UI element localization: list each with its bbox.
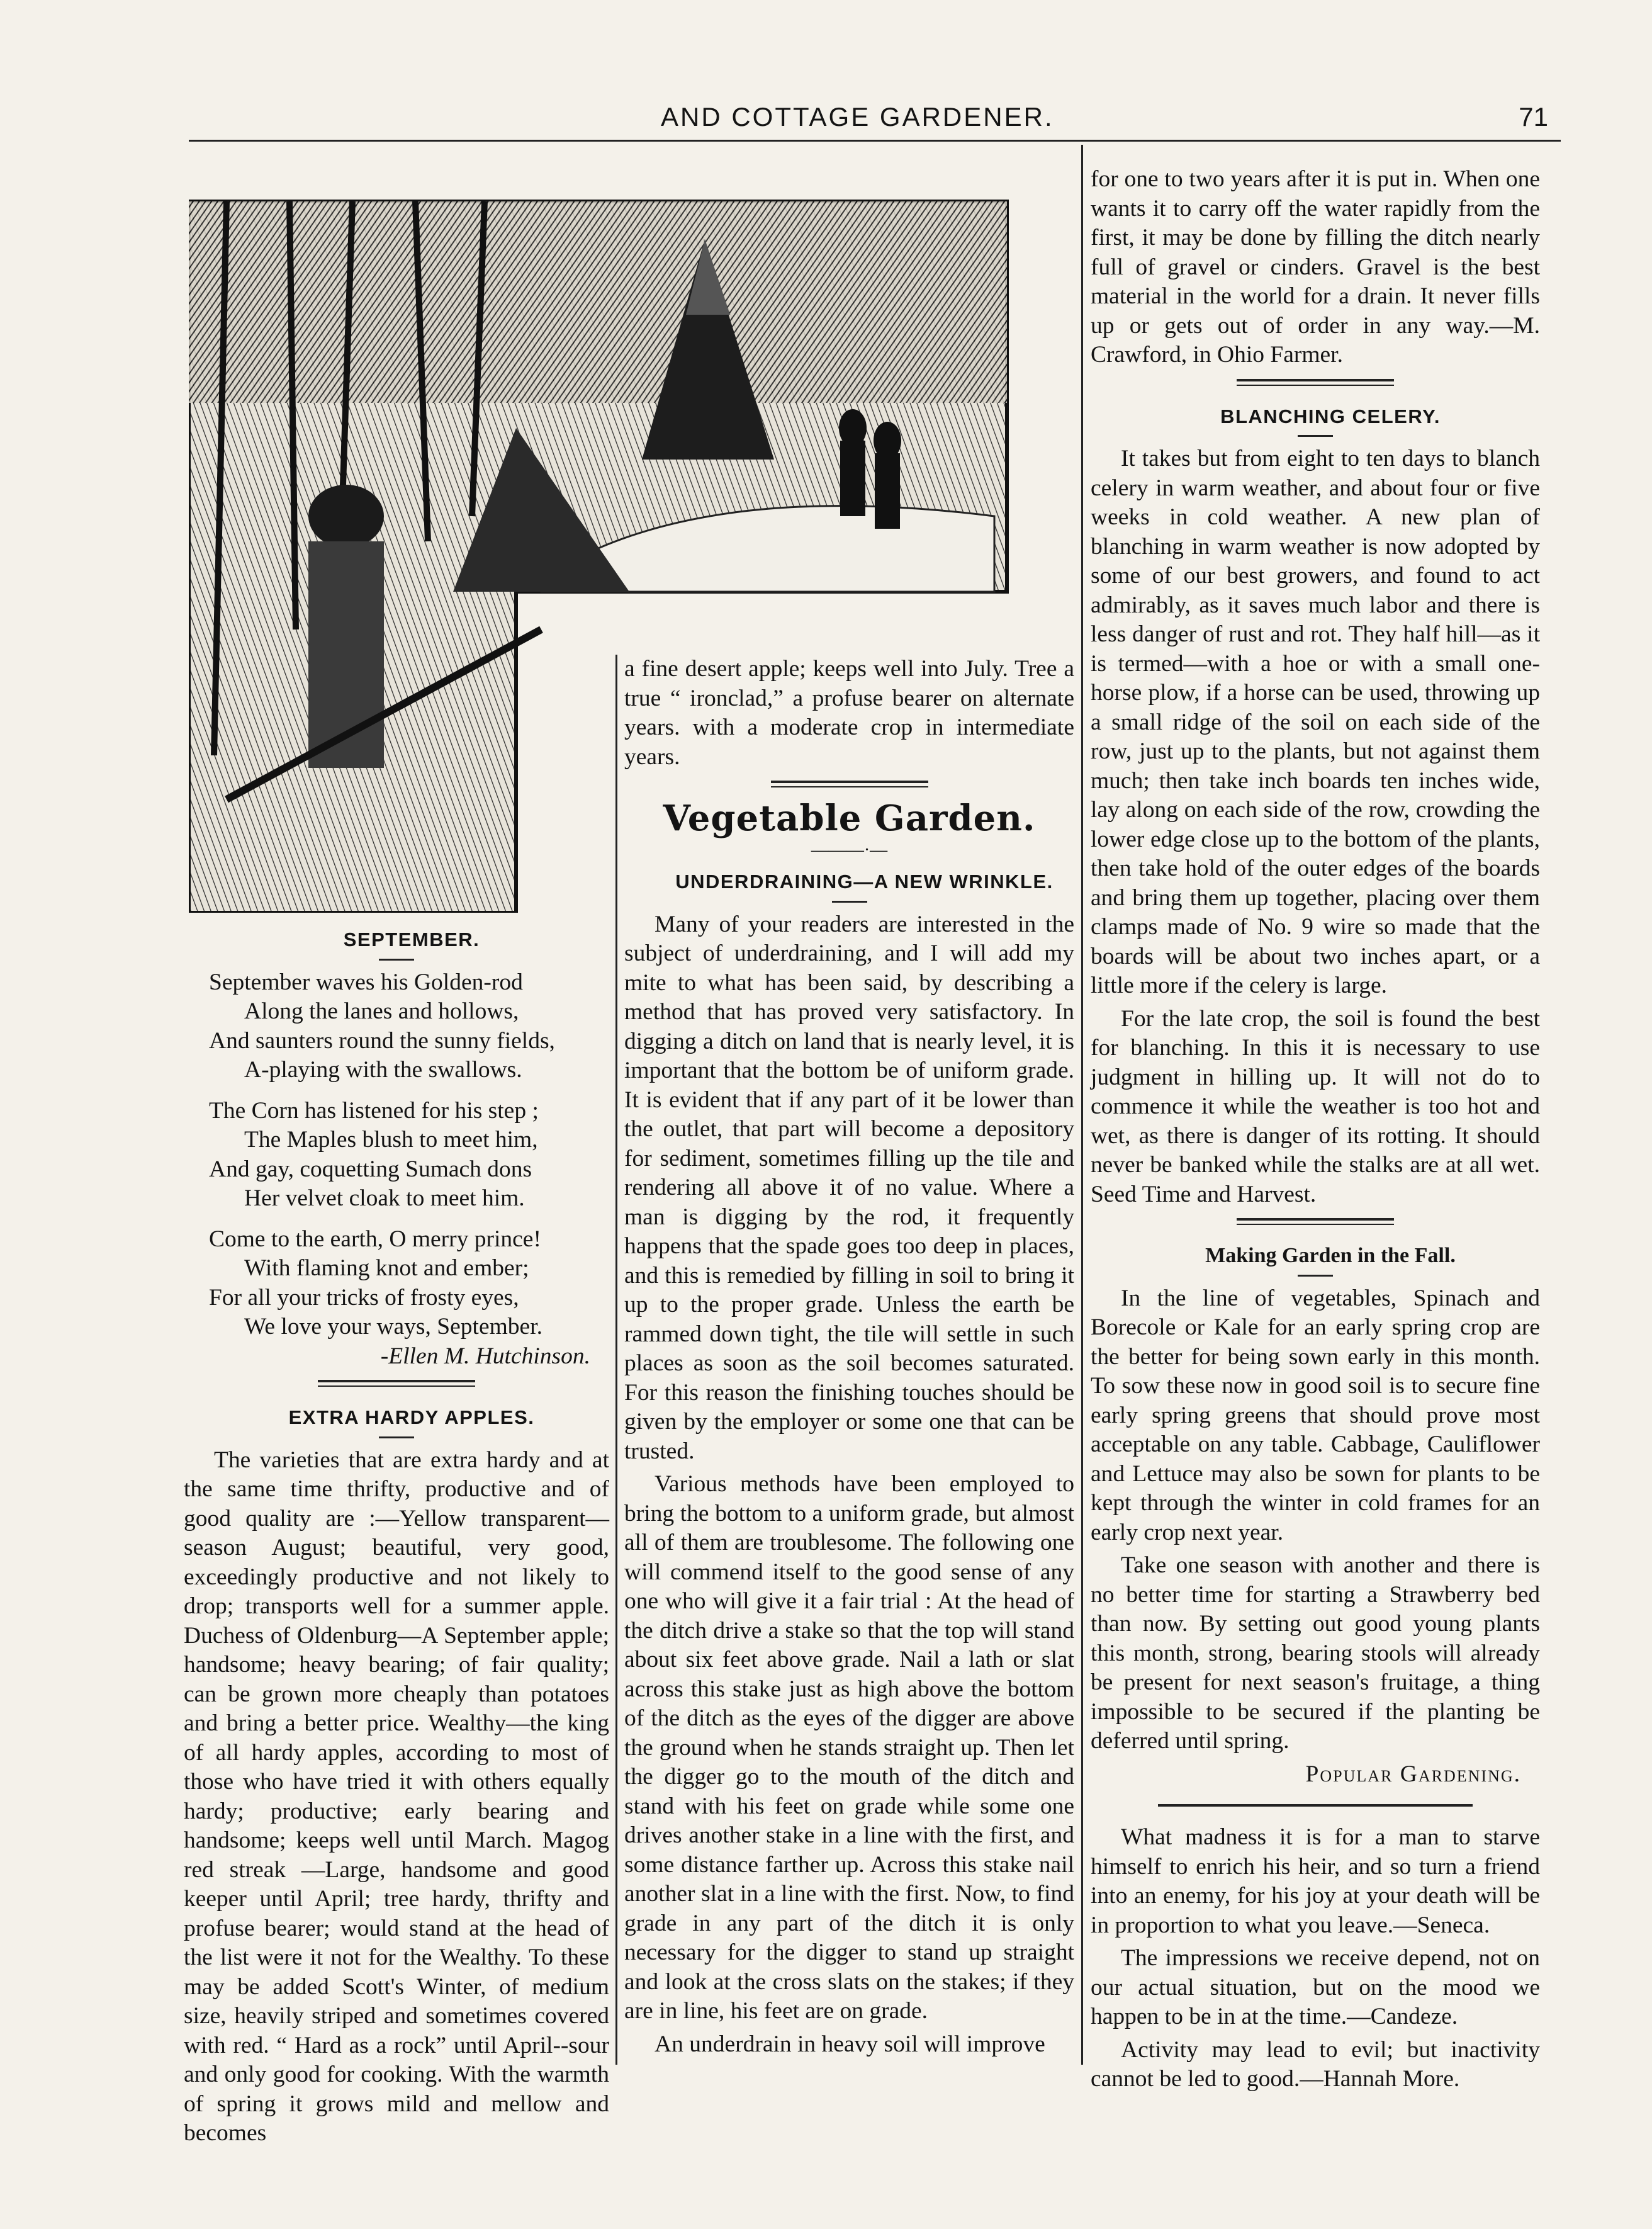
poem-line: September waves his Golden-rod bbox=[209, 969, 523, 995]
celery-paragraph: For the late crop, the soil is found the best for blanching. In this it is necessary to use judgment in hilling up. It will not do to commence it while the weather is too hot and wet, as there is danger of its rotting. It should never be banked while the stalks are at all wet. Seed Time and Harvest. bbox=[1091, 1005, 1540, 1207]
poem-line: A-playing with the swallows. bbox=[244, 1057, 522, 1083]
heading-dash bbox=[1298, 435, 1333, 437]
fall-garden-heading: Making Garden in the Fall. bbox=[1205, 1244, 1456, 1267]
heading-dash bbox=[379, 959, 414, 961]
poem-signature: -Ellen M. Hutchinson. bbox=[380, 1343, 590, 1369]
section-rule bbox=[771, 781, 928, 787]
poem-line: With flaming knot and ember; bbox=[244, 1255, 529, 1281]
fall-garden-paragraph: Take one season with another and there is no better time for starting a Strawberry bed than now. By setting out good young plants this month, strong, bearing stools will already be present for next season's fruitage, a thing impossible to be secured if the planting be deferred until spring. bbox=[1091, 1552, 1540, 1754]
heading-dash bbox=[832, 901, 867, 903]
fall-garden-paragraph: In the line of vegetables, Spinach and Borecole or Kale for an early spring crop are the better for being sown early in this month. To sow these now in good soil is to secure fine early spring greens that should prove most acceptable on any table. Cabbage, Cauliflower and Lettuce may also be sown for plants to be kept through the winter in cold frames for an early crop next year. bbox=[1091, 1285, 1540, 1545]
poem-line: We love your ways, September. bbox=[244, 1314, 542, 1340]
column-divider bbox=[615, 655, 617, 2065]
page-header bbox=[189, 102, 1561, 140]
section-rule bbox=[318, 1380, 475, 1387]
celery-heading: BLANCHING CELERY. bbox=[1220, 405, 1441, 427]
apples-continuation: a fine desert apple; keeps well into July. Tree a true “ ironclad,” a profuse bearer on alternate years. with a moderate crop in intermediate years. bbox=[624, 656, 1074, 770]
quote: Activity may lead to evil; but inactivity cannot be led to good.—Hannah More. bbox=[1091, 2036, 1540, 2092]
poem-line: Her velvet cloak to meet him. bbox=[244, 1185, 525, 1211]
column-1 bbox=[184, 925, 609, 2152]
header-rule bbox=[189, 140, 1561, 142]
september-heading: SEPTEMBER. bbox=[343, 928, 480, 951]
page-number: 71 bbox=[1519, 102, 1548, 132]
fall-garden-attribution: Popular Gardening. bbox=[1305, 1761, 1521, 1787]
poem-line: Come to the earth, O merry prince! bbox=[209, 1226, 541, 1252]
stanza-gap bbox=[209, 1085, 609, 1097]
section-rule bbox=[1237, 1218, 1394, 1225]
column-divider bbox=[1081, 145, 1083, 2065]
heading-dash bbox=[1298, 1275, 1333, 1277]
apples-text: The varieties that are extra hardy and at the same time thrifty, productive and of good quality are :—Yellow transparent—season August; beautiful, very good, exceedingly productive and not likely to drop; transports well for a summer apple. Duchess of Oldenburg—A September apple; handsome; heavy bearing; of fair quality; can be grown more cheaply than potatoes and bring a better price. Wealthy—the king of all hardy apples, according to most of those who have tried it with others equally hardy; productive; early bearing and handsome; keeps well until March. Magog red streak —Large, handsome and good keeper until April; tree hardy, thrifty and profuse bearer; would stand at the head of the list were it not for the Wealthy. To these may be added Scott's Winter, of medium size, heavily striped and sometimes covered with red. “ Hard as a rock” until April--sour and only good for cooking. With the warmth of spring it grows mild and mellow and becomes bbox=[184, 1447, 609, 2146]
running-title: AND COTTAGE GARDENER. bbox=[661, 102, 1054, 132]
poem-line: And saunters round the sunny fields, bbox=[209, 1027, 555, 1054]
column-2 bbox=[624, 655, 1074, 2063]
underdraining-paragraph: Many of your readers are interested in the subject of underdraining, and I will add my mite to what has been said, by describing a method that has proved very satisfactory. In digging a ditch on land that is nearly level, it is important that the bottom be of uniform grade. It is evident that if any part of it be lower than the outlet, that part will become a depository for sediment, sometimes filling up the tile and rendering all above it of no value. Where a man is digging by the rod, it frequently happens that the spade goes too deep in places, and this is remedied by filling in soil to bring it up to the proper grade. Unless the earth be rammed down tight, the tile will settle in such places as soon as the soil becomes saturated. For this reason the finishing touches should be given by the employer or some one that can be trusted. bbox=[624, 911, 1074, 1464]
poem-line: Along the lanes and hollows, bbox=[244, 998, 519, 1024]
poem-line: And gay, coquetting Sumach dons bbox=[209, 1156, 532, 1182]
heading-dash bbox=[379, 1436, 414, 1438]
poem-line: For all your tricks of frosty eyes, bbox=[209, 1284, 519, 1311]
ornament-dash: ———·— bbox=[811, 840, 888, 860]
apples-heading: EXTRA HARDY APPLES. bbox=[288, 1406, 535, 1428]
underdraining-heading: UNDERDRAINING—A NEW WRINKLE. bbox=[675, 871, 1054, 893]
september-poem bbox=[184, 968, 609, 1342]
stanza-gap bbox=[209, 1214, 609, 1225]
column-3 bbox=[1091, 165, 1540, 2098]
quote: The impressions we receive depend, not on our actual situation, but on the mood we happen to be in at the time.—Candeze. bbox=[1091, 1945, 1540, 2029]
celery-paragraph: It takes but from eight to ten days to blanch celery in warm weather, and about four or five weeks in cold weather. A new plan of blanching in warm weather is now adopted by some of our best growers, and found to act admirably, as it saves much labor and there is less danger of rust and rot. They half hill—as it is termed—with a hoe or with a small one-horse plow, if a horse can be used, throwing up a small ridge of the soil on each side of the row, just up to the plants, but not against them much; then take inch boards ten inches wide, lay along on each side of the row, crowding the lower edge close up to the bottom of the plants, then take hold of the outer edges of the boards and bring them up together, placing over them clamps made of No. 9 wire so made that the boards will be about two inches apart, or a little more if the celery is large. bbox=[1091, 446, 1540, 998]
section-rule bbox=[1158, 1804, 1473, 1807]
underdraining-paragraph: Various methods have been employed to bring the bottom to a uniform grade, but almost all of them are troublesome. The following one will commend itself to the good sense of any one who will give it a fair trial : At the head of the ditch drive a stake so that the top will stand about six feet above grade. Nail a lath or slat across this stake just as high above the bottom of the ditch as the eyes of the digger are above the ground when he stands straight up. Then let the digger go to the mouth of the ditch and stand with his feet on grade while some one drives another stake in a line with the first, and some distance farther up. Across this stake nail another slat in a line with the first. Now, to find grade in any part of the ditch it is only necessary for the digger to stand up straight and look at the cross slats on the stakes; if they are in line, his feet are on grade. bbox=[624, 1471, 1074, 2024]
poem-line: The Corn has listened for his step ; bbox=[209, 1097, 539, 1124]
poem-line: The Maples blush to meet him, bbox=[244, 1127, 538, 1153]
underdraining-paragraph: An underdrain in heavy soil will improve bbox=[655, 2031, 1045, 2057]
quote: What madness it is for a man to starve himself to enrich his heir, and so turn a friend into an enemy, for his joy at your death will be in proportion to what you leave.—Seneca. bbox=[1091, 1824, 1540, 1938]
underdraining-continuation: for one to two years after it is put in. When one wants it to carry off the water rapidly from the first, it may be done by filling the ditch nearly full of gravel or cinders. Gravel is the best material in the world for a drain. It never fills up or gets out of order in any way.—M. Crawford, in Ohio Farmer. bbox=[1091, 166, 1540, 368]
section-rule bbox=[1237, 379, 1394, 386]
section-title: Vegetable Garden. bbox=[663, 798, 1036, 839]
